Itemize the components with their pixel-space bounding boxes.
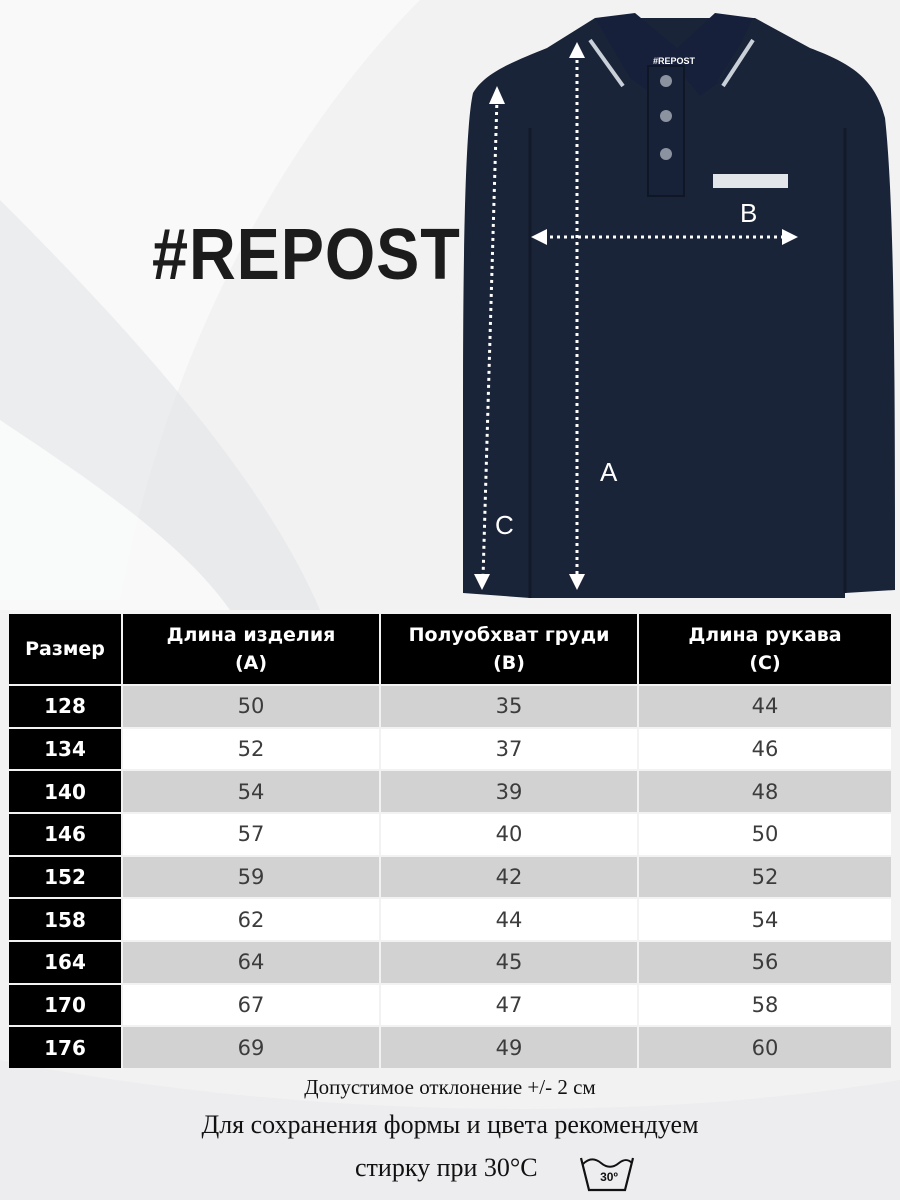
table-row: [9, 899, 891, 940]
chest-cell: 42: [381, 857, 637, 898]
chest-cell: 39: [381, 771, 637, 812]
length-cell: 64: [123, 942, 379, 983]
sleeve-cell: 60: [639, 1027, 891, 1068]
chest-cell: 45: [381, 942, 637, 983]
care-note-line2: стирку при 30°C: [355, 1153, 538, 1182]
length-cell: 57: [123, 814, 379, 855]
size-cell: 158: [9, 899, 121, 940]
header-length: [123, 614, 379, 684]
sleeve-cell: 46: [639, 729, 891, 770]
chest-cell: 49: [381, 1027, 637, 1068]
table-row: [9, 814, 891, 855]
size-cell: 134: [9, 729, 121, 770]
header-chest-code: (B): [493, 652, 525, 674]
header-sleeve-code: (C): [749, 652, 781, 674]
sleeve-cell: 54: [639, 899, 891, 940]
table-row: [9, 729, 891, 770]
size-cell: 140: [9, 771, 121, 812]
header-chest-title: Полуобхват груди: [408, 624, 610, 646]
sleeve-cell: 56: [639, 942, 891, 983]
chest-cell: 37: [381, 729, 637, 770]
length-cell: 54: [123, 771, 379, 812]
sleeve-cell: 48: [639, 771, 891, 812]
table-row: [9, 686, 891, 727]
sleeve-cell: 52: [639, 857, 891, 898]
sleeve-cell: 44: [639, 686, 891, 727]
tolerance-note: Допустимое отклонение +/- 2 см: [304, 1075, 596, 1099]
length-cell: 50: [123, 686, 379, 727]
dimension-label-b: B: [740, 198, 758, 228]
sleeve-cell: 58: [639, 985, 891, 1026]
size-cell: 176: [9, 1027, 121, 1068]
wash-temperature: 30º: [600, 1170, 618, 1184]
table-row: [9, 771, 891, 812]
header-sleeve: [639, 614, 891, 684]
size-table: [7, 612, 893, 1070]
header-sleeve-title: Длина рукава: [688, 624, 842, 646]
header-chest: [381, 614, 637, 684]
table-header-row: [9, 614, 891, 684]
length-cell: 62: [123, 899, 379, 940]
chest-cell: 47: [381, 985, 637, 1026]
size-cell: 170: [9, 985, 121, 1026]
table-row: [9, 985, 891, 1026]
header-length-title: Длина изделия: [166, 624, 336, 646]
size-cell: 128: [9, 686, 121, 727]
table-row: [9, 857, 891, 898]
table-row: [9, 942, 891, 983]
chest-cell: 35: [381, 686, 637, 727]
header-size: Размер: [9, 614, 121, 684]
sleeve-cell: 50: [639, 814, 891, 855]
size-cell: 152: [9, 857, 121, 898]
table-row: [9, 1027, 891, 1068]
size-cell: 146: [9, 814, 121, 855]
header-length-code: (A): [234, 652, 268, 674]
dimension-label-a: A: [600, 457, 618, 487]
length-cell: 69: [123, 1027, 379, 1068]
length-cell: 67: [123, 985, 379, 1026]
size-cell: 164: [9, 942, 121, 983]
chest-cell: 40: [381, 814, 637, 855]
polo-shirt-image: [455, 8, 900, 608]
length-cell: 52: [123, 729, 379, 770]
neck-label: #REPOST: [653, 56, 696, 66]
length-cell: 59: [123, 857, 379, 898]
brand-logo: #REPOST: [152, 215, 461, 295]
chest-cell: 44: [381, 899, 637, 940]
care-note-line1: Для сохранения формы и цвета рекомендуем: [201, 1110, 699, 1139]
dimension-label-c: C: [495, 510, 514, 540]
